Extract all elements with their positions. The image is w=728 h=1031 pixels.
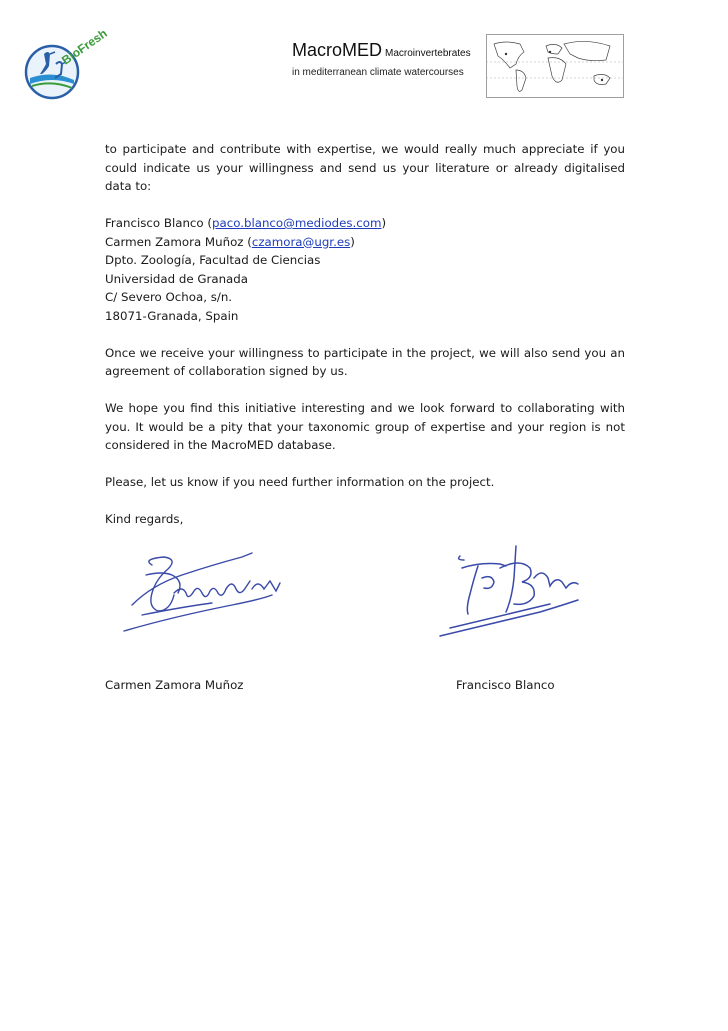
- contact-block: [105, 214, 625, 325]
- email-link-1[interactable]: paco.blanco@mediodes.com: [212, 216, 382, 230]
- contact-name-2: Carmen Zamora Muñoz: [105, 234, 244, 249]
- contact-name-1: Francisco Blanco: [105, 216, 204, 230]
- contact-line-1: Francisco Blanco (paco.blanco@mediodes.com): [105, 216, 387, 230]
- signatory-right-name: Francisco Blanco: [456, 678, 555, 692]
- biofresh-logo-icon: [22, 26, 110, 104]
- contact-department: Dpto. Zoología, Facultad de Ciencias: [105, 253, 321, 267]
- brand-tagline: Macroinvertebrates: [385, 48, 471, 59]
- contact-line-2: Carmen Zamora Muñoz (czamora@ugr.es): [105, 234, 355, 249]
- paragraph-hope: We hope you find this initiative interesting and we look forward to collaborating with you. It would be a pity that your taxonomic group of expertise and your region is not considered in the MacroMED database.: [105, 401, 625, 452]
- brand-subtitle: in mediterranean climate watercourses: [292, 67, 464, 78]
- brand-title-line: [292, 40, 471, 64]
- paragraph-info: Please, let us know if you need further information on the project.: [105, 475, 495, 489]
- signature-left: [112, 545, 288, 647]
- logo-text: BioFresh: [59, 26, 110, 68]
- email-link-2[interactable]: czamora@ugr.es: [251, 234, 351, 249]
- world-map-icon: [486, 34, 624, 98]
- letter-body: [105, 140, 625, 547]
- contact-city: 18071-Granada, Spain: [105, 308, 239, 323]
- paragraph-agreement: Once we receive your willingness to participate in the project, we will also send you an agreement of collaboration signed by us.: [105, 345, 625, 378]
- brand-title: MacroMED: [292, 40, 383, 60]
- closing: Kind regards,: [105, 512, 184, 526]
- contact-university: Universidad de Granada: [105, 271, 248, 286]
- brand-block: [292, 40, 471, 79]
- contact-street: C/ Severo Ochoa, s/n.: [105, 290, 233, 304]
- signature-right: [430, 538, 590, 646]
- paragraph-intro: to participate and contribute with expertise, we would really much appreciate if you could indicate us your willingness and send us your literature or already digitalised data to:: [105, 142, 625, 193]
- signatory-left-name: Carmen Zamora Muñoz: [105, 678, 244, 692]
